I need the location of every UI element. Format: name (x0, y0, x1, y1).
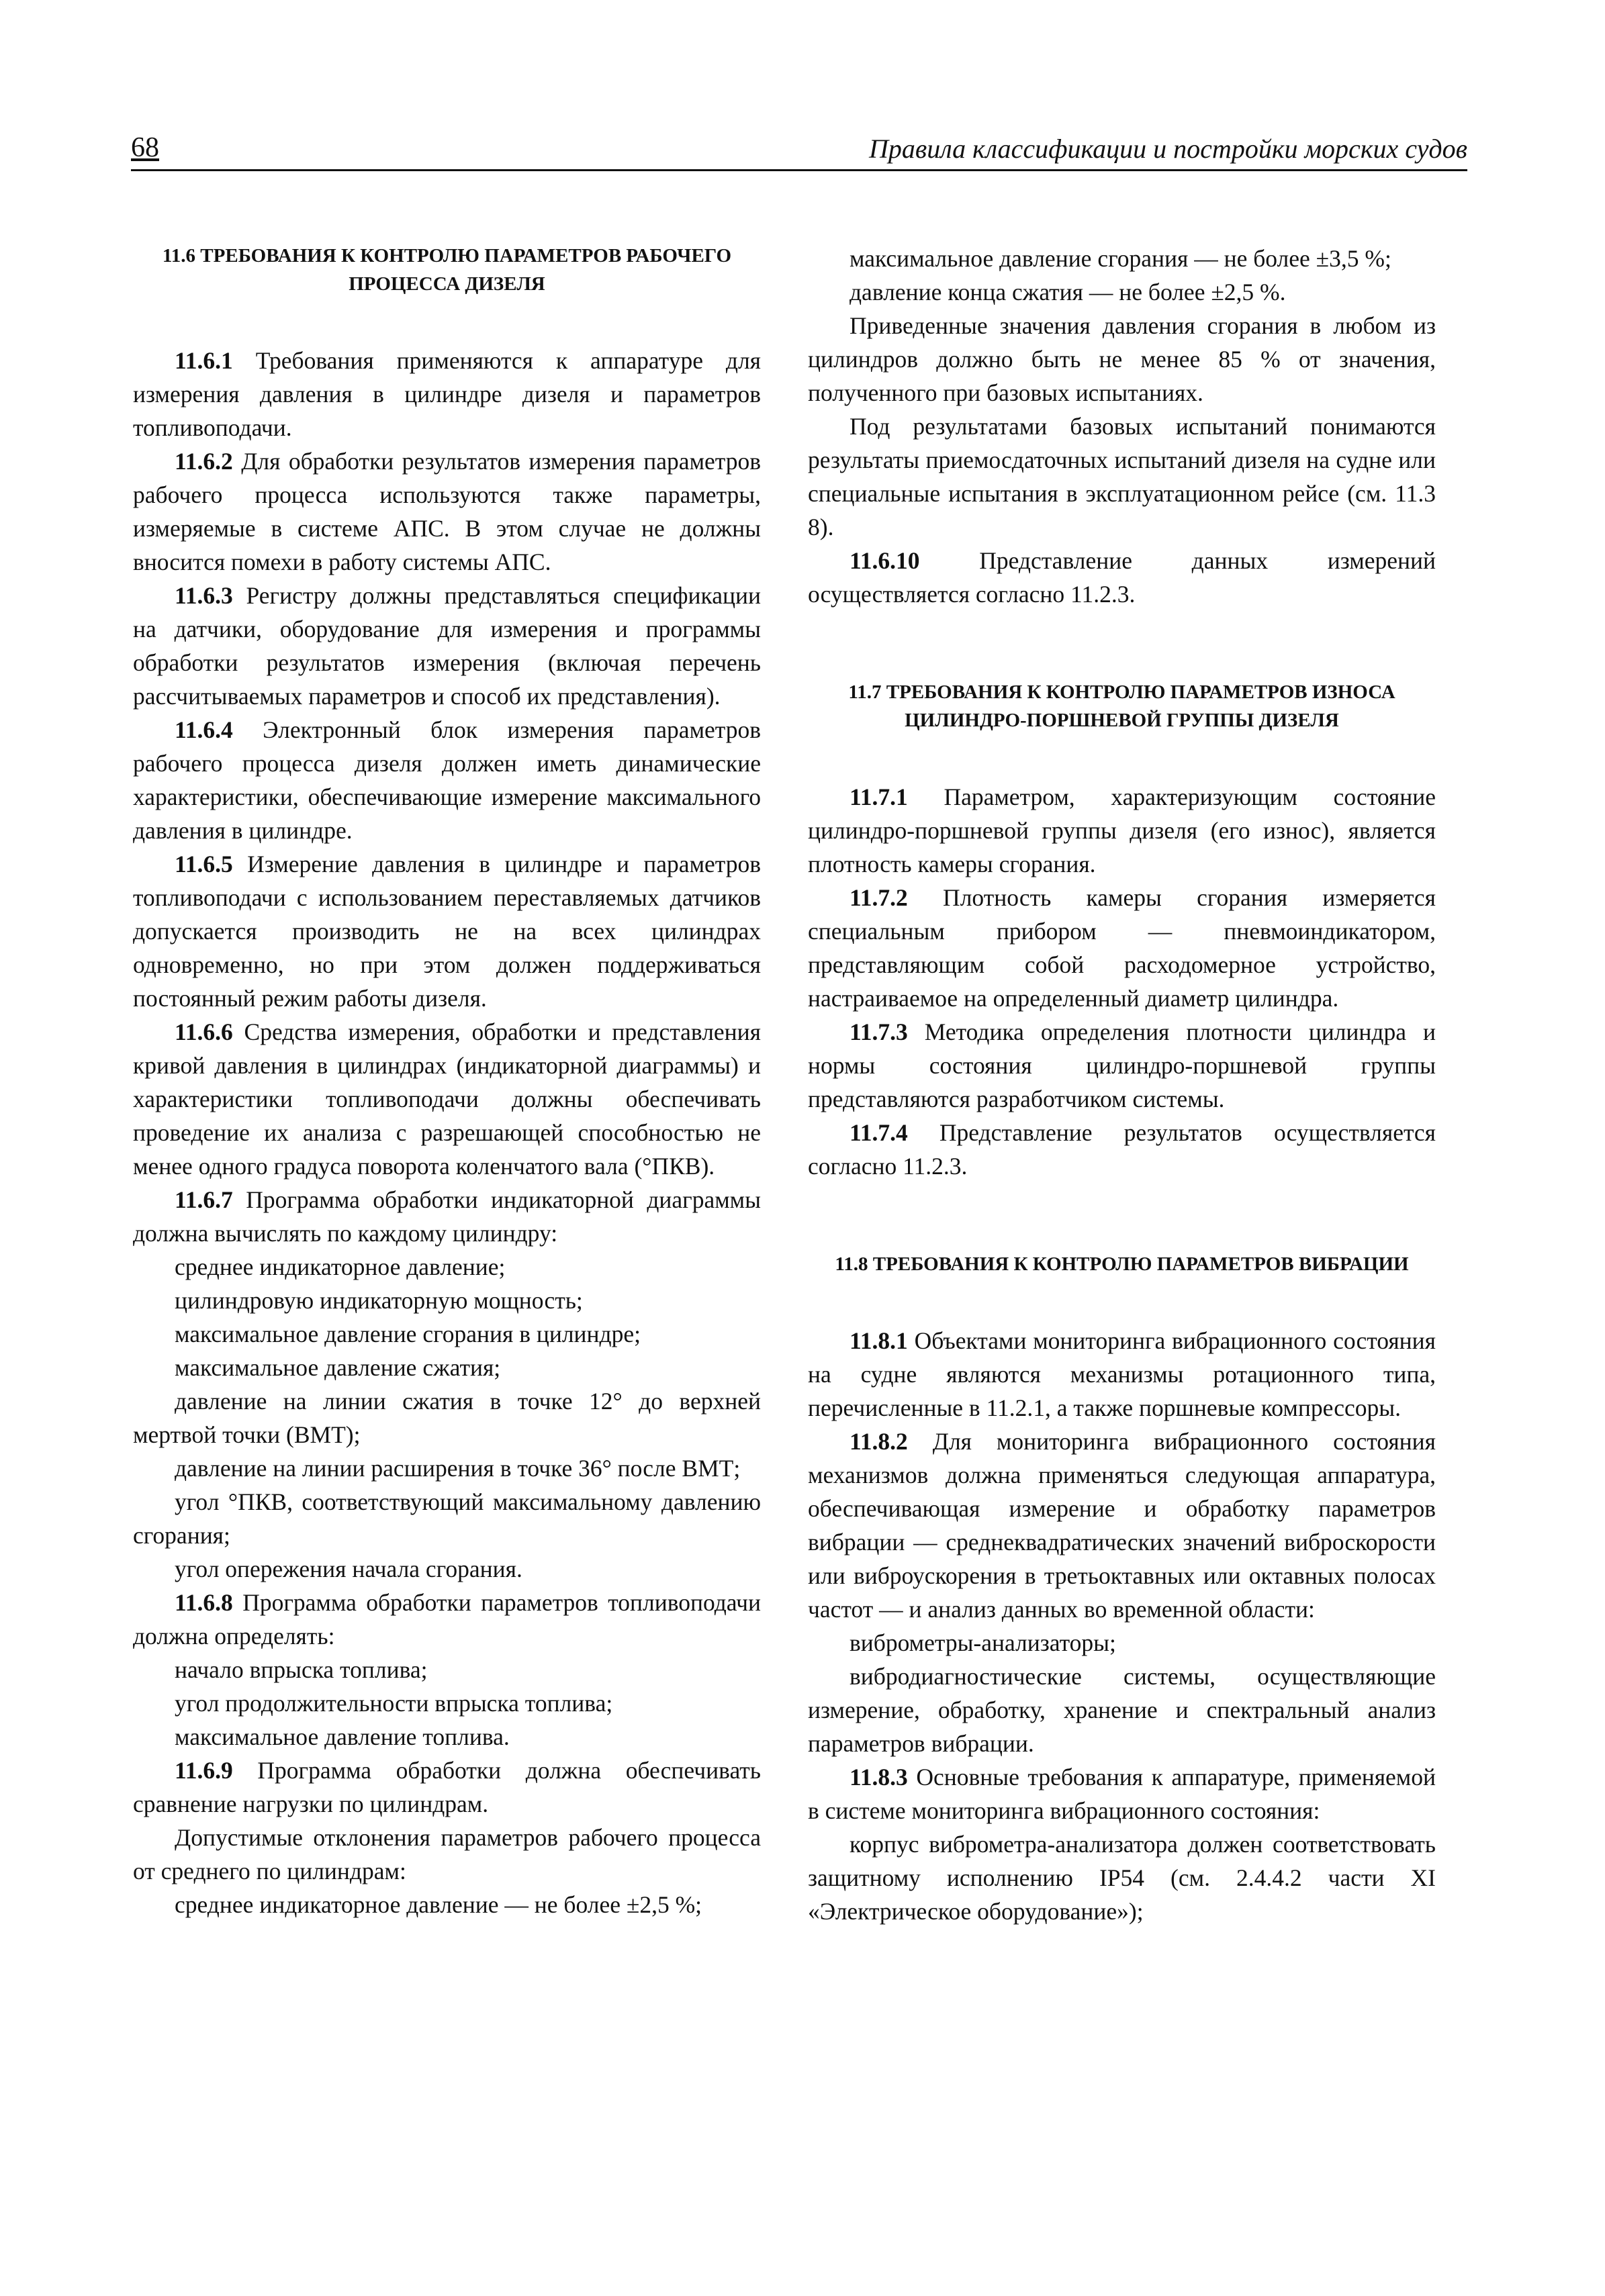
paragraph-11-6-2: 11.6.2 Для обработки результатов измерения параметров рабочего процесса используются также параметры, измеряемые в системе АПС. В этом случае не должны вносится помехи в работу системы АПС. (133, 448, 761, 575)
paragraph-11-7-1: 11.7.1 Параметром, характеризующим состояние цилиндро-поршневой группы дизеля (его износ), является плотность камеры сгорания. (808, 783, 1436, 877)
paragraph-11-6-10: 11.6.10 Представление данных измерений осуществляется согласно 11.2.3. (808, 547, 1436, 608)
list-item: давление на линии расширения в точке 36° после ВМТ; (175, 1455, 741, 1482)
list-item: максимальное давление сгорания в цилиндре; (175, 1321, 641, 1347)
paragraph-11-6-5: 11.6.5 Измерение давления в цилиндре и параметров топливоподачи с использованием переставляемых датчиков допускается производить не на всех цилиндрах одновременно, но при этом должен поддерживаться постоянный режим работы дизеля. (133, 851, 761, 1012)
paragraph-deviations: Допустимые отклонения параметров рабочего процесса от среднего по цилиндрам: (133, 1824, 761, 1884)
list-item: угол продолжительности впрыска топлива; (175, 1690, 613, 1717)
paragraph-pressure-85: Приведенные значения давления сгорания в любом из цилиндров должно быть не менее 85 % от значения, полученного при базовых испытаниях. (808, 312, 1436, 406)
list-item: максимальное давление сгорания — не более ±3,5 %; (850, 245, 1391, 272)
paragraph-11-6-4: 11.6.4 Электронный блок измерения параметров рабочего процесса дизеля должен иметь динамические характеристики, обеспечивающие измерение максимального давления в цилиндре. (133, 716, 761, 844)
section-11-6-title: 11.6 ТРЕБОВАНИЯ К КОНТРОЛЮ ПАРАМЕТРОВ РАБОЧЕГО ПРОЦЕССА ДИЗЕЛЯ (162, 245, 732, 295)
list-item: угол опережения начала сгорания. (175, 1556, 522, 1582)
list-item: максимальное давление сжатия; (175, 1354, 501, 1381)
page-number: 68 (131, 132, 159, 163)
list-item: максимальное давление топлива. (175, 1723, 510, 1750)
paragraph-11-6-8: 11.6.8 Программа обработки параметров топливоподачи должна определять: (133, 1589, 761, 1649)
paragraph-11-7-2: 11.7.2 Плотность камеры сгорания измеряется специальным прибором — пневмоиндикатором, представляющим собой расходомерное устройство, настраиваемое на определенный диаметр цилиндра. (808, 884, 1436, 1012)
paragraph-11-7-4: 11.7.4 Представление результатов осуществляется согласно 11.2.3. (808, 1119, 1436, 1180)
paragraph-11-6-6: 11.6.6 Средства измерения, обработки и представления кривой давления в цилиндрах (индикаторной диаграммы) и характеристики топливоподачи должны обеспечивать проведение их анализа с разрешающей способностью не менее одного градуса поворота коленчатого вала (°ПКВ). (133, 1018, 761, 1180)
left-column (133, 242, 761, 1921)
paragraph-11-6-3: 11.6.3 Регистру должны представляться спецификации на датчики, оборудование для измерения и программы обработки результатов измерения (включая перечень рассчитываемых параметров и способ их представления). (133, 582, 761, 710)
paragraph-11-7-3: 11.7.3 Методика определения плотности цилиндра и нормы состояния цилиндро-поршневой группы представляются разработчиком системы. (808, 1018, 1436, 1112)
paragraph-11-8-2: 11.8.2 Для мониторинга вибрационного состояния механизмов должна применяться следующая аппаратура, обеспечивающая измерение и обработку параметров вибрации — среднеквадратических значений виброскорости или виброускорения в третьоктавных или октавных полосах частот — и анализ данных во временной области: (808, 1428, 1436, 1623)
right-column (808, 242, 1436, 1928)
list-item: цилиндровую индикаторную мощность; (175, 1287, 583, 1314)
list-item: вибродиагностические системы, осуществляющие измерение, обработку, хранение и спектральный анализ параметров вибрации. (808, 1663, 1436, 1757)
list-item: давление конца сжатия — не более ±2,5 %. (850, 279, 1286, 305)
list-item: корпус виброметра-анализатора должен соответствовать защитному исполнению IP54 (см. 2.4.4.2 части XI «Электрическое оборудование»); (808, 1831, 1436, 1925)
paragraph-11-8-1: 11.8.1 Объектами мониторинга вибрационного состояния на судне являются механизмы ротационного типа, перечисленные в 11.2.1, а также поршневые компрессоры. (808, 1327, 1436, 1421)
list-item: начало впрыска топлива; (175, 1656, 428, 1683)
section-11-7-title: 11.7 ТРЕБОВАНИЯ К КОНТРОЛЮ ПАРАМЕТРОВ ИЗНОСА ЦИЛИНДРО-ПОРШНЕВОЙ ГРУППЫ ДИЗЕЛЯ (848, 681, 1395, 731)
paragraph-base-tests: Под результатами базовых испытаний понимаются результаты приемосдаточных испытаний дизеля на судне или специальные испытания в эксплуатационном рейсе (см. 11.3 8). (808, 413, 1436, 540)
list-item: угол °ПКВ, соответствующий максимальному давлению сгорания; (133, 1488, 761, 1549)
list-item: виброметры-анализаторы; (850, 1629, 1116, 1656)
paragraph-11-8-3: 11.8.3 Основные требования к аппаратуре, применяемой в системе мониторинга вибрационного состояния: (808, 1764, 1436, 1824)
paragraph-11-6-7: 11.6.7 Программа обработки индикаторной диаграммы должна вычислять по каждому цилиндру: (133, 1186, 761, 1247)
paragraph-11-6-1: 11.6.1 Требования применяются к аппаратуре для измерения давления в цилиндре дизеля и параметров топливоподачи. (133, 347, 761, 441)
running-title: Правила классификации и постройки морских судов (868, 134, 1467, 164)
list-item: давление на линии сжатия в точке 12° до верхней мертвой точки (ВМТ); (133, 1388, 761, 1448)
section-11-8-title: 11.8 ТРЕБОВАНИЯ К КОНТРОЛЮ ПАРАМЕТРОВ ВИБРАЦИИ (835, 1253, 1409, 1275)
paragraph-11-6-9: 11.6.9 Программа обработки должна обеспечивать сравнение нагрузки по цилиндрам. (133, 1757, 761, 1817)
list-item: среднее индикаторное давление; (175, 1253, 506, 1280)
page-header (131, 132, 1467, 171)
list-item: среднее индикаторное давление — не более ±2,5 %; (175, 1891, 702, 1918)
